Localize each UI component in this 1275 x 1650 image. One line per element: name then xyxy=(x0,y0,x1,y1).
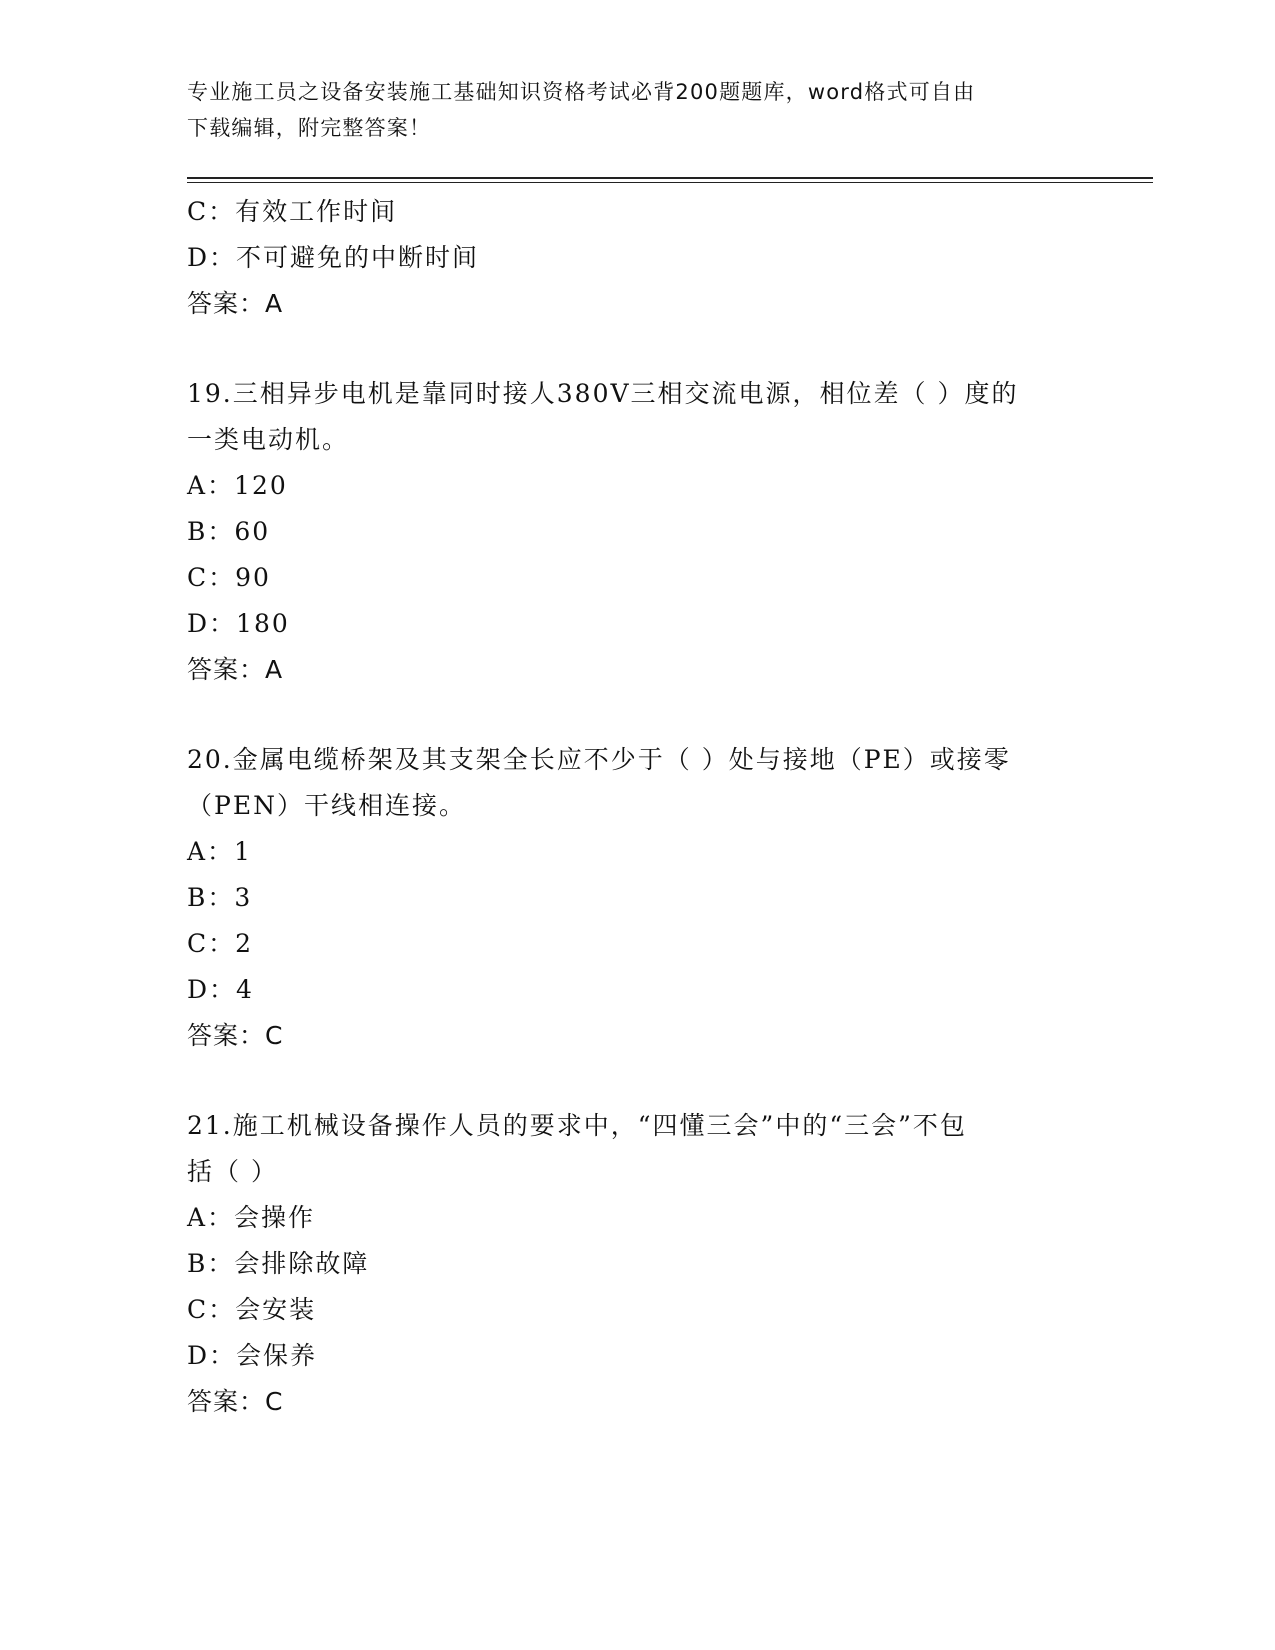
option-d: D：4 xyxy=(187,975,254,1004)
option-b: B：会排除故障 xyxy=(187,1249,370,1278)
spacer xyxy=(187,1059,1067,1103)
option-c: C：2 xyxy=(187,929,254,958)
option-c: C：会安装 xyxy=(187,1295,317,1324)
question-stem-line-1: 21.施工机械设备操作人员的要求中，“四懂三会”中的“三会”不包 xyxy=(187,1111,967,1140)
question-21 xyxy=(187,1103,1067,1425)
header-divider-thin xyxy=(187,182,1153,183)
question-stem-line-2: （PEN）干线相连接。 xyxy=(187,791,466,820)
answer-line: 答案：A xyxy=(187,655,284,684)
option-d: D：会保养 xyxy=(187,1341,318,1370)
answer-line: 答案：C xyxy=(187,1387,284,1416)
question-stem-line-1: 20.金属电缆桥架及其支架全长应不少于（ ）处与接地（PE）或接零 xyxy=(187,745,1011,774)
option-a: A：会操作 xyxy=(187,1203,316,1232)
option-b: B：3 xyxy=(187,883,253,912)
header-title-line-1: 专业施工员之设备安装施工基础知识资格考试必背200题题库，word格式可自由 xyxy=(187,80,976,104)
question-content xyxy=(187,189,1067,1425)
question-carryover xyxy=(187,189,1067,327)
question-stem-line-1: 19.三相异步电机是靠同时接人380V三相交流电源，相位差（ ）度的 xyxy=(187,379,1019,408)
option-c: C：90 xyxy=(187,563,271,592)
question-19 xyxy=(187,371,1067,693)
question-20 xyxy=(187,737,1067,1059)
option-a: A：120 xyxy=(187,471,288,500)
option-c: C：有效工作时间 xyxy=(187,197,398,226)
question-stem-line-2: 一类电动机。 xyxy=(187,425,350,454)
spacer xyxy=(187,327,1067,371)
header-title-line-2: 下载编辑，附完整答案！ xyxy=(187,116,432,140)
question-stem-line-2: 括（ ） xyxy=(187,1157,278,1186)
option-b: B：60 xyxy=(187,517,271,546)
header-divider-thick xyxy=(187,177,1153,179)
spacer xyxy=(187,693,1067,737)
answer-line: 答案：A xyxy=(187,289,284,318)
option-d: D：180 xyxy=(187,609,290,638)
document-header xyxy=(187,74,1067,146)
option-a: A：1 xyxy=(187,837,252,866)
option-d: D：不可避免的中断时间 xyxy=(187,243,480,272)
answer-line: 答案：C xyxy=(187,1021,284,1050)
